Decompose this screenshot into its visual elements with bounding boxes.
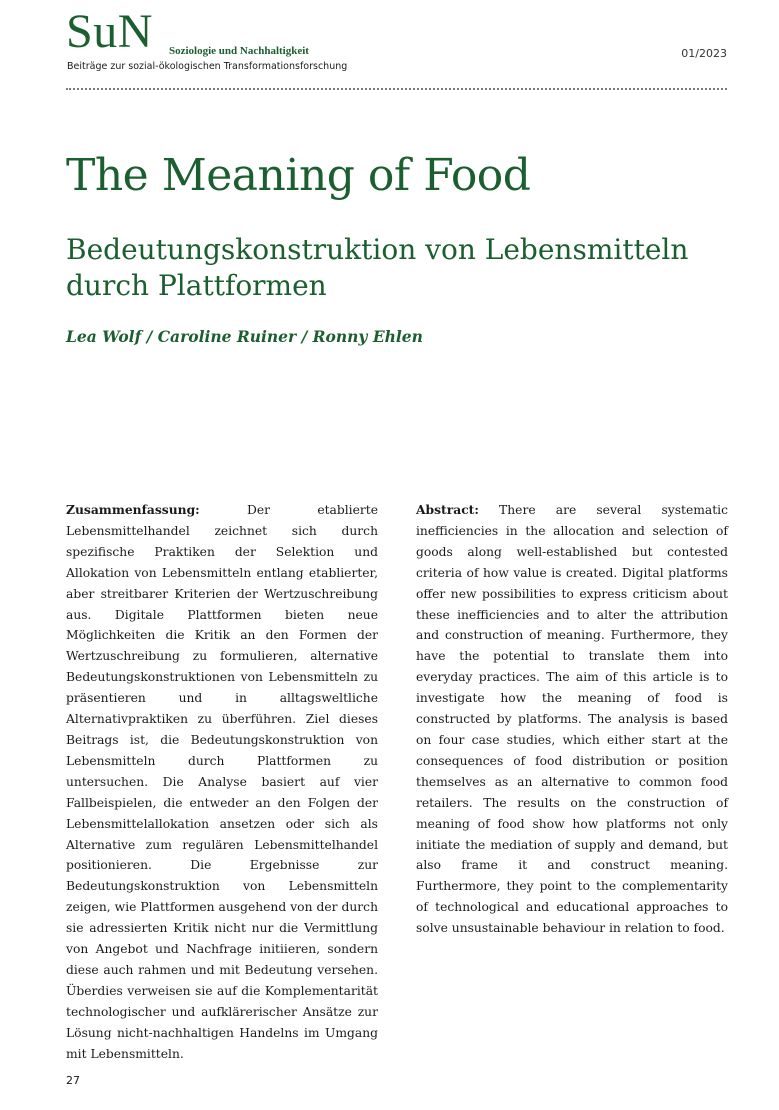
abstract-english-text: There are several systematic inefficiencies in the allocation and selection of goods along well-established but contested criteria of how value is created. Digital platforms offer new possibilities to express criticism about these inefficiencies and to alter the attribution and construction of meaning. Furthermore, they have the potential to translate them into everyday practices. The aim of this article is to investigate how the meaning of food is constructed by platforms. The analysis is based on four case studies, which either start at the consequences of food distribution or position themselves as an alternative to common food retailers. The results on the construction of meaning of food show how platforms not only initiate the mediation of supply and demand, but also frame it and construct meaning. Furthermore, they point to the complementarity of technological and educational approaches to solve unsustainable behaviour in relation to food. bbox=[416, 503, 728, 936]
abstract-german-text: Der etablierte Lebensmittelhandel zeichnet sich durch spezifische Praktiken der Selektion und Allokation von Lebensmitteln entlang etablierter, aber streitbarer Kriterien der Wertzuschreibung aus. Digitale Plattformen bieten neue Möglichkeiten die Kritik an den Formen der Wertzuschreibung zu formulieren, alternative Bedeutungskonstruktionen von Lebensmitteln zu präsentieren und in alltagsweltliche Alternativpraktiken zu überführen. Ziel dieses Beitrags ist, die Bedeutungskonstruktion von Lebensmitteln durch Plattformen zu untersuchen. Die Analyse basiert auf vier Fallbeispielen, die entweder an den Folgen der Lebensmittelallokation ansetzen oder sich als Alternative zum regulären Lebensmittelhandel positionieren. Die Ergebnisse zur Bedeutungskonstruktion von Lebensmitteln zeigen, wie Plattformen ausgehend von der durch sie adressierten Kritik nicht nur die Vermittlung von Angebot und Nachfrage initiieren, sondern diese auch rahmen und mit Bedeutung versehen. Überdies verweisen sie auf die Komplementarität technologischer und aufklärerischer Ansätze zur Lösung nicht-nachhaltigen Handelns im Umgang mit Lebensmitteln. bbox=[66, 503, 378, 1061]
page-number: 27 bbox=[66, 1074, 80, 1087]
journal-logo: SuN bbox=[66, 5, 153, 58]
issue-number: 01/2023 bbox=[681, 47, 727, 60]
article-subtitle: Bedeutungskonstruktion von Lebensmitteln durch Plattformen bbox=[66, 233, 689, 303]
journal-subtitle: Beiträge zur sozial-ökologischen Transformationsforschung bbox=[67, 61, 348, 72]
header-divider bbox=[66, 88, 727, 90]
abstract-german bbox=[66, 500, 378, 1064]
abstract-german-heading: Zusammenfassung: bbox=[66, 502, 200, 517]
abstract-english bbox=[416, 500, 728, 939]
journal-name: Soziologie und Nachhaltigkeit bbox=[169, 45, 309, 57]
abstract-english-heading: Abstract: bbox=[416, 502, 479, 517]
article-title: The Meaning of Food bbox=[66, 150, 531, 201]
article-authors: Lea Wolf / Caroline Ruiner / Ronny Ehlen bbox=[66, 327, 423, 346]
